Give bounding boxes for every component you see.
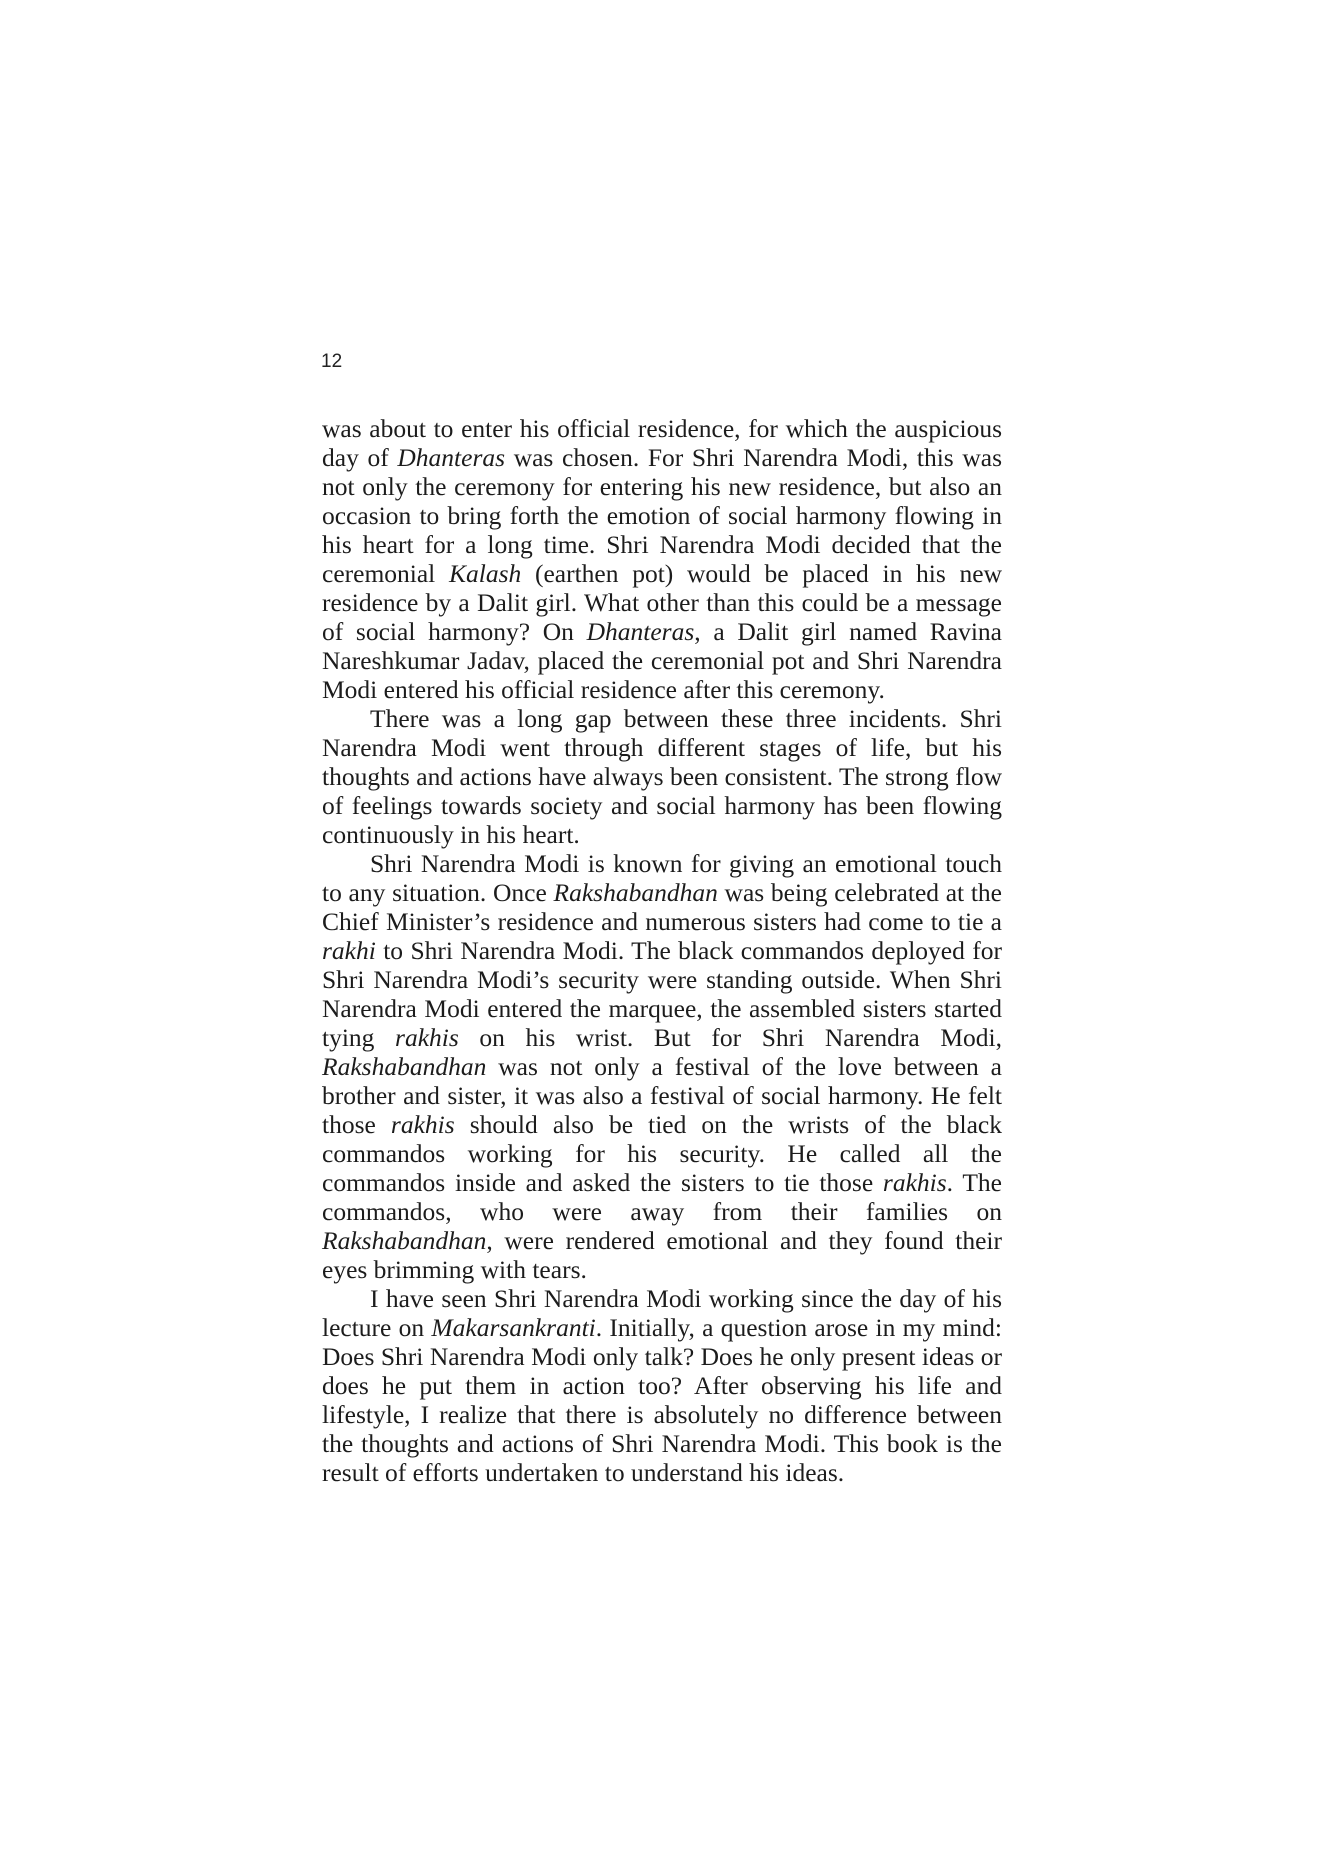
text-run: was being celebrated at the Chief Minister’s residence and numerous sisters had come to tie a: [322, 878, 1002, 936]
italic-term: Rakshabandhan: [322, 1226, 487, 1255]
italic-term: rakhis: [882, 1168, 947, 1197]
paragraph: [322, 704, 1002, 849]
paragraph: [322, 1284, 1002, 1487]
text-run: I have seen Shri Narendra Modi working since the day of his lecture on: [322, 1284, 1002, 1342]
text-run: (earthen pot) would be placed in his new residence by a Dalit girl. What other than this could be a message of social harmony? On: [322, 559, 1002, 646]
body-text: [322, 414, 1002, 1487]
text-run: , were rendered emotional and they found their eyes brimming with tears.: [322, 1226, 1002, 1284]
italic-term: Dhanteras: [586, 617, 695, 646]
text-run: on his wrist. But for Shri Narendra Modi,: [458, 1023, 1002, 1052]
italic-term: rakhis: [395, 1023, 459, 1052]
text-run: Shri Narendra Modi is known for giving an emotional touch to any situation. Once: [322, 849, 1002, 907]
text-run: was about to enter his official residence, for which the auspicious day of: [322, 414, 1002, 472]
text-run: was chosen. For Shri Narendra Modi, this was not only the ceremony for entering his new residence, but also an occasion to bring forth the emotion of social harmony flowing in his heart for a long time. Shri Narendra Modi decided that the ceremonial: [322, 443, 1003, 588]
text-run: should also be tied on the wrists of the black commandos working for his security. He called all the commandos inside and asked the sisters to tie those: [322, 1110, 1002, 1197]
italic-term: rakhi: [322, 936, 376, 965]
text-run: was not only a festival of the love between a brother and sister, it was also a festival of social harmony. He felt those: [322, 1052, 1002, 1139]
italic-term: Kalash: [448, 559, 522, 588]
paragraph: [322, 414, 1002, 704]
italic-term: Rakshabandhan: [553, 878, 718, 907]
italic-term: Rakshabandhan: [322, 1052, 487, 1081]
text-run: , a Dalit girl named Ravina Nareshkumar Jadav, placed the ceremonial pot and Shri Narendra Modi entered his official residence after this ceremony.: [322, 617, 1002, 704]
italic-term: Makarsankranti: [431, 1313, 596, 1342]
text-run: to Shri Narendra Modi. The black commandos deployed for Shri Narendra Modi’s security were standing outside. When Shri Narendra Modi entered the marquee, the assembled sisters started tying: [322, 936, 1002, 1052]
page-number: 12: [321, 351, 343, 372]
italic-term: Dhanteras: [397, 443, 506, 472]
paragraph: [322, 849, 1002, 1284]
text-run: . Initially, a question arose in my mind: Does Shri Narendra Modi only talk? Does he only present ideas or does he put them in action too? After observing his life and lifestyle, I realize that there is absolutely no difference between the thoughts and actions of Shri Narendra Modi. This book is the result of efforts undertaken to understand his ideas.: [322, 1313, 1002, 1487]
text-run: There was a long gap between these three incidents. Shri Narendra Modi went through different stages of life, but his thoughts and actions have always been consistent. The strong flow of feelings towards society and social harmony has been flowing continuously in his heart.: [322, 704, 1002, 849]
text-run: . The commandos, who were away from their families on: [322, 1168, 1002, 1226]
italic-term: rakhis: [390, 1110, 455, 1139]
